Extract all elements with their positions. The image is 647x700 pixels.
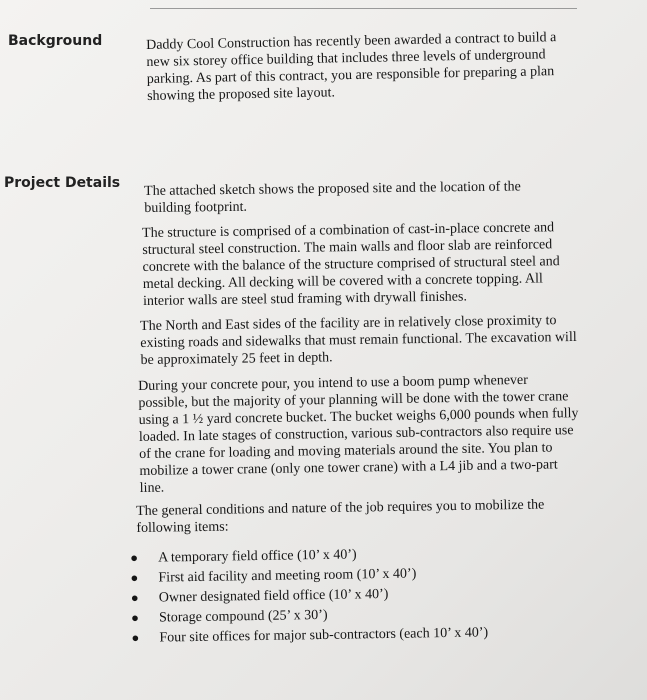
background-paragraph: Daddy Cool Construction has recently been awarded a contract to build a new six storey office building that includes three levels of underground parking. As part of this contract, you are responsible for preparing a plan showing the proposed site layout. xyxy=(146,30,557,104)
list-item-text: First aid facility and meeting room (10’ x 40’) xyxy=(158,566,417,586)
project-paragraph-crane: During your concrete pour, you intend to use a boom pump whenever possible, but the majority of your planning will be done with the tower crane using a 1 ½ yard concrete bucket. The bucket weighs 6,000 pounds when fully loaded. In late stages of construction, various sub-contractors also require use of the crane for loading and moving materials around the site. You plan to mobilize a tower crane (only one tower crane) with a L4 jib and a two-part line. xyxy=(138,372,579,496)
project-paragraph-site-proximity: The North and East sides of the facility are in relatively close proximity to existing roads and sidewalks that must remain functional. The excavation will be approximately 25 feet in depth. xyxy=(140,313,577,368)
project-paragraph-sketch: The attached sketch shows the proposed site and the location of the building footprint. xyxy=(144,179,521,216)
mobilization-items-list xyxy=(130,542,552,649)
list-item-text: Owner designated field office (10’ x 40’) xyxy=(158,586,389,606)
list-item-text: Storage compound (25’ x 30’) xyxy=(158,607,328,626)
bullet-icon: ● xyxy=(130,609,140,625)
top-divider xyxy=(150,8,577,9)
bullet-icon: ● xyxy=(131,629,140,645)
bullet-icon: ● xyxy=(130,549,139,565)
list-item-text: A temporary field office (10’ x 40’) xyxy=(158,547,357,566)
list-item-text: Four site offices for major sub-contractors (each 10’ x 40’) xyxy=(159,625,489,646)
project-paragraph-structure: The structure is comprised of a combination of cast-in-place concrete and structural steel construction. The main walls and floor slab are reinforced concrete with the balance of the structure comprised of structural steel and metal decking. All decking will be covered with a concrete topping. All interior walls are steel stud framing with drywall finishes. xyxy=(142,220,560,309)
project-details-heading: Project Details xyxy=(4,175,121,191)
bullet-icon: ● xyxy=(130,589,139,605)
background-heading: Background xyxy=(8,33,103,49)
bullet-icon: ● xyxy=(130,569,139,585)
project-paragraph-general-conditions: The general conditions and nature of the job requires you to mobilize the following items: xyxy=(136,497,545,536)
